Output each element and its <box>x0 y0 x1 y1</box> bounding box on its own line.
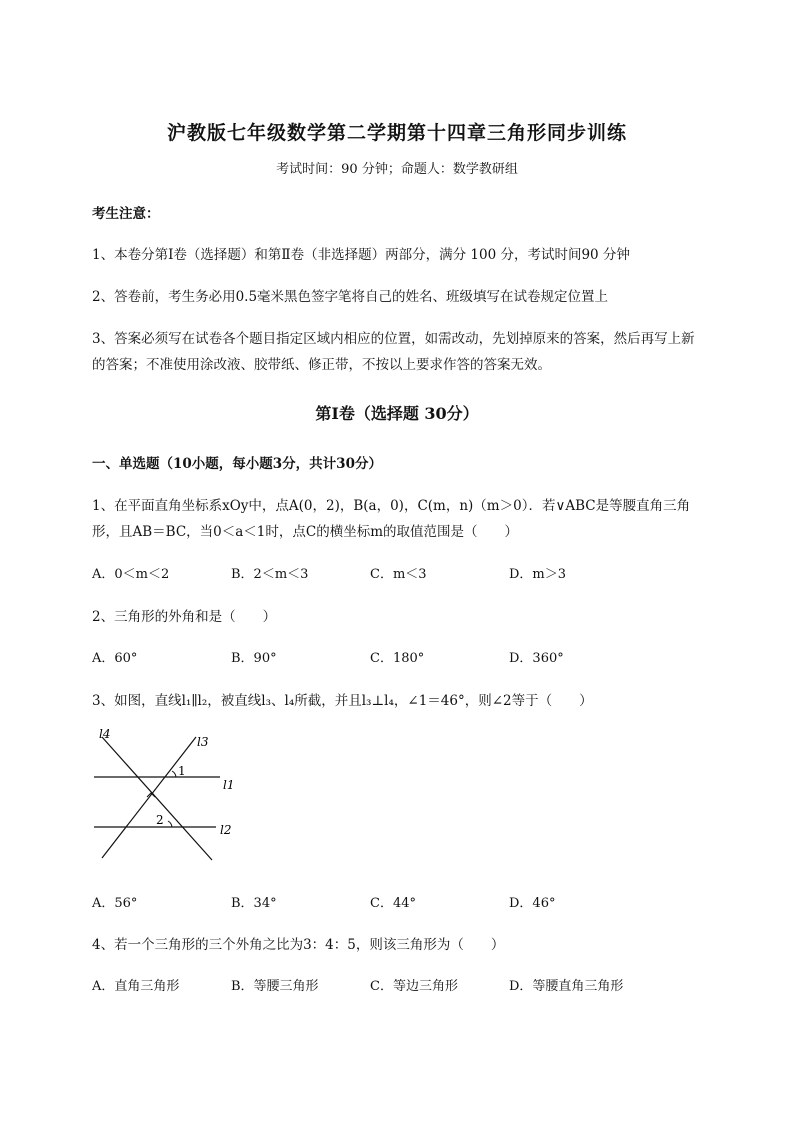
question-1-line-2: 形，且AB＝BC，当0＜a＜1时，点C的横坐标m的取值范围是（ ） <box>92 524 519 540</box>
parallel-lines-figure <box>88 727 248 867</box>
notice-heading: 考生注意： <box>92 206 160 222</box>
exam-info: 考试时间：90 分钟；命题人：数学教研组 <box>276 162 518 177</box>
question-4-option-d[interactable]: D．等腰直角三角形 <box>509 979 624 994</box>
question-2-option-d[interactable]: D．360° <box>509 651 564 666</box>
question-2-option-b[interactable]: B．90° <box>231 651 277 666</box>
question-1-option-c[interactable]: C．m＜3 <box>370 567 427 582</box>
notice-item: 1、本卷分第Ⅰ卷（选择题）和第Ⅱ卷（非选择题）两部分，满分 100 分，考试时间90 分钟 <box>92 247 630 263</box>
question-4-option-c[interactable]: C．等边三角形 <box>370 979 458 994</box>
label-l2: l2 <box>220 823 232 837</box>
notice-item: 3、答案必须写在试卷各个题目指定区域内相应的位置，如需改动，先划掉原来的答案，然后再写上新 <box>92 331 695 347</box>
question-1-option-a[interactable]: A．0＜m＜2 <box>92 567 170 582</box>
label-angle-1: 1 <box>178 764 186 778</box>
line-l3 <box>102 737 196 858</box>
question-3-option-b[interactable]: B．34° <box>231 896 277 911</box>
angle-1-arc <box>172 771 176 777</box>
question-3-option-d[interactable]: D．46° <box>509 896 556 911</box>
question-2-option-c[interactable]: C．180° <box>370 651 425 666</box>
notice-item: 2、答卷前，考生务必用0.5毫米黑色签字笔将自己的姓名、班级填写在试卷规定位置上 <box>92 289 609 305</box>
notice-item: 的答案；不准使用涂改液、胶带纸、修正带，不按以上要求作答的答案无效。 <box>92 357 551 373</box>
question-3-line-1: 3、如图，直线l₁∥l₂，被直线l₃、l₄所截，并且l₃⊥l₄，∠1＝46°，则∠2等于（ ） <box>92 693 593 709</box>
part-heading: 一、单选题（10小题，每小题3分，共计30分） <box>92 456 382 472</box>
label-l3: l3 <box>197 735 209 749</box>
label-l1: l1 <box>223 778 235 792</box>
label-angle-2: 2 <box>156 813 164 827</box>
question-3-option-a[interactable]: A．56° <box>92 896 138 911</box>
question-1-option-b[interactable]: B．2＜m＜3 <box>231 567 309 582</box>
question-4-line-1: 4、若一个三角形的三个外角之比为3：4：5，则该三角形为（ ） <box>92 937 505 953</box>
question-3-option-c[interactable]: C．44° <box>370 896 416 911</box>
question-2-option-a[interactable]: A．60° <box>92 651 138 666</box>
question-1-option-d[interactable]: D．m＞3 <box>509 567 567 582</box>
label-l4: l4 <box>99 727 111 741</box>
line-l4 <box>102 737 212 860</box>
question-4-option-a[interactable]: A．直角三角形 <box>92 979 180 994</box>
section-title: 第Ⅰ卷（选择题 30分） <box>315 404 479 423</box>
angle-2-arc <box>168 821 172 827</box>
question-1-line-1: 1、在平面直角坐标系xOy中，点A(0，2)，B(a，0)，C(m，n)（m＞0）．若∨ABC是等腰直角三角 <box>92 498 691 514</box>
page-title: 沪教版七年级数学第二学期第十四章三角形同步训练 <box>166 122 627 144</box>
question-4-option-b[interactable]: B．等腰三角形 <box>231 979 319 994</box>
question-2-line-1: 2、三角形的外角和是（ ） <box>92 609 277 625</box>
